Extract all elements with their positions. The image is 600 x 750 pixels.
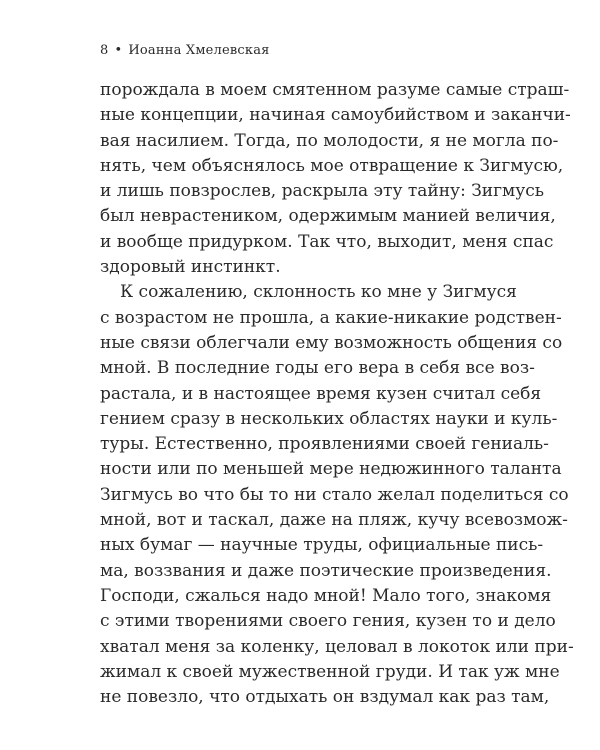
text-line: Зигмусь во что бы то ни стало желал поделиться со <box>100 484 569 505</box>
text-line: порождала в моем смятенном разуме самые страш- <box>100 80 570 100</box>
text-line: ности или по меньшей мере недюжинного таланта <box>100 459 562 480</box>
text-line: ные концепции, начиная самоубийством и заканчи- <box>100 105 571 126</box>
text-line: растала, и в настоящее время кузен считал себя <box>100 383 542 404</box>
text-line: нять, чем объяснялось мое отвращение к Зигмусю, <box>100 155 564 176</box>
text-line: мной. В последние годы его вера в себя все воз- <box>100 358 535 379</box>
header-separator: • <box>114 43 123 58</box>
text-line: здоровый инстинкт. <box>100 257 281 278</box>
text-line: жимал к своей мужественной груди. И так уж мне <box>100 661 560 682</box>
text-line: и лишь повзрослев, раскрыла эту тайну: Зигмусь <box>100 181 545 202</box>
text-line: хватал меня за коленку, целовал в локоток или при- <box>100 636 574 657</box>
paragraph-1 <box>100 78 571 280</box>
text-line: и вообще придурком. Так что, выходит, меня спас <box>100 231 554 252</box>
text-line: ма, воззвания и даже поэтические произведения. <box>100 560 552 581</box>
text-line: ные связи облегчали ему возможность общения со <box>100 332 563 353</box>
author-name: Иоанна Хмелевская <box>128 43 270 58</box>
text-line: вая насилием. Тогда, по молодости, я не могла по- <box>100 130 559 151</box>
text-line: Господи, сжалься надо мной! Мало того, знакомя <box>100 585 552 606</box>
page-number: 8 <box>100 43 109 58</box>
body-text <box>100 78 574 710</box>
text-line: туры. Естественно, проявлениями своей гениаль- <box>100 434 549 455</box>
text-line: не повезло, что отдыхать он вздумал как раз там, <box>100 687 550 708</box>
text-line: с этими творениями своего гения, кузен то и дело <box>100 611 556 632</box>
text-line: ных бумаг — научные труды, официальные пись- <box>100 535 544 556</box>
text-line: мной, вот и таскал, даже на пляж, кучу всевозмож- <box>100 510 568 531</box>
text-line: гением сразу в нескольких областях науки и куль- <box>100 408 558 429</box>
text-line: К сожалению, склонность ко мне у Зигмуся <box>120 282 517 303</box>
paragraph-2 <box>100 280 574 710</box>
text-line: с возрастом не прошла, а какие-никакие родствен- <box>100 307 562 328</box>
running-head <box>100 43 270 58</box>
text-line: был неврастеником, одержимым манией величия, <box>100 206 556 227</box>
